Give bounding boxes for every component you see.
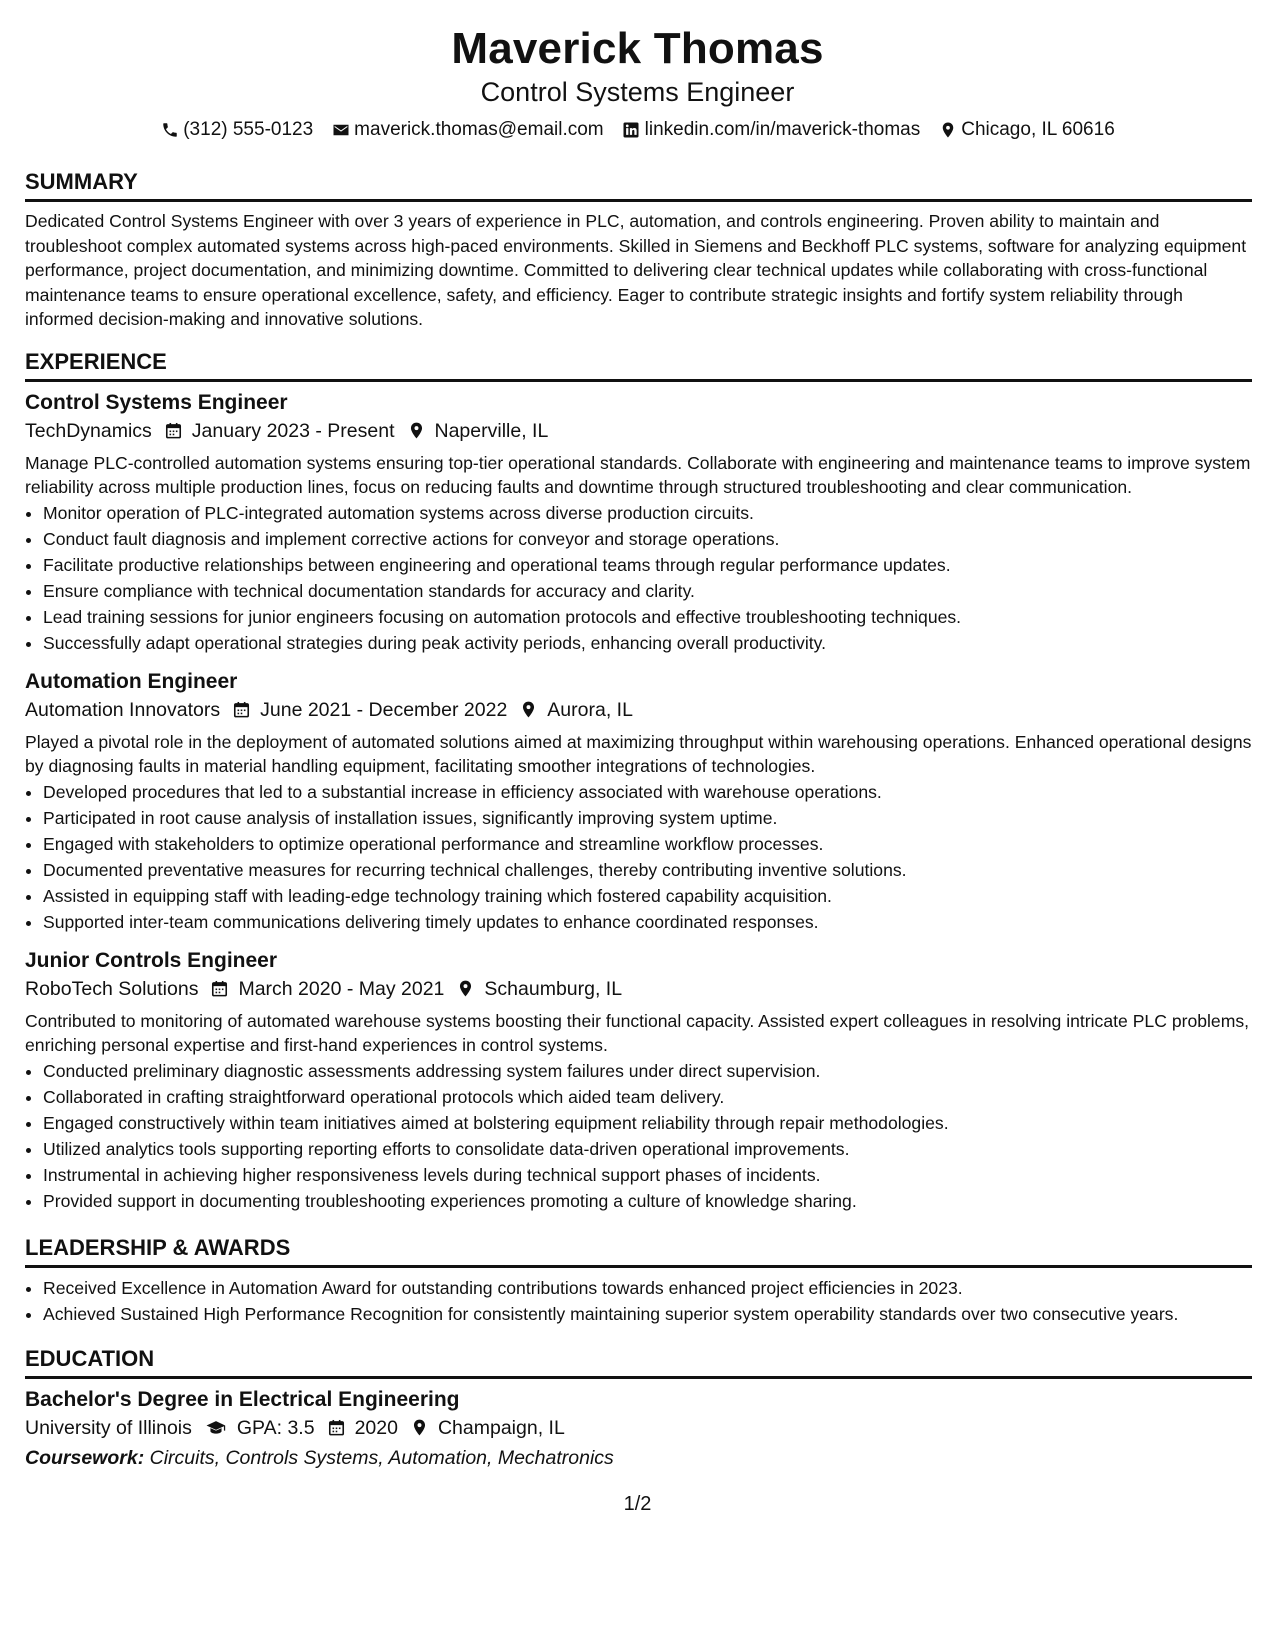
job-dates [164,417,395,445]
job-location-text: Schaumburg, IL [484,977,623,1000]
envelope-icon [331,121,350,140]
job-meta [25,417,1252,445]
school-name: University of Illinois [25,1416,192,1439]
job-bullets [25,500,1252,656]
section-divider [25,1265,1252,1268]
map-pin-icon [407,421,426,440]
list-item: • Monitor operation of PLC-integrated automation systems across diverse production circuits. [43,500,1252,526]
summary-section [25,160,1252,332]
list-item: • Engaged with stakeholders to optimize operational performance and streamline workflow processes. [43,831,1252,857]
job-dates-text: January 2023 - Present [191,419,395,442]
leadership-section [25,1226,1252,1327]
job-description: Manage PLC-controlled automation systems ensuring top-tier operational standards. Collaborate with engineering and maintenance teams to improve system reliability across multiple production lines, focus on reducing faults and downtime through structured troubleshooting and clear communication. [25,452,1251,497]
map-pin-icon [410,1418,429,1437]
job-entry [25,668,1252,935]
list-item: • Assisted in equipping staff with leading-edge technology training which fostered capability acquisition. [43,883,1252,909]
section-divider [25,1376,1252,1379]
job-dates [232,696,507,724]
job-location [519,696,633,724]
contact-linkedin[interactable] [622,118,921,142]
candidate-role: Control Systems Engineer [480,77,795,107]
list-item: • Facilitate productive relationships between engineering and operational teams through regular performance updates. [43,552,1252,578]
section-divider [25,199,1252,202]
contact-phone-text: (312) 555-0123 [183,119,314,140]
job-entry [25,389,1252,656]
list-item: • Successfully adapt operational strategies during peak activity periods, enhancing overall productivity. [43,630,1252,656]
list-item: • Developed procedures that led to a substantial increase in efficiency associated with warehouse operations. [43,779,1252,805]
list-item: • Achieved Sustained High Performance Recognition for consistently maintaining superior system operability standards over two consecutive years. [43,1301,1252,1327]
education-meta [25,1414,1252,1442]
phone-icon [160,121,179,140]
list-item: • Lead training sessions for junior engineers focusing on automation protocols and effective troubleshooting techniques. [43,604,1252,630]
section-title-summary: SUMMARY [25,169,138,194]
experience-section [25,340,1252,1214]
job-dates-text: March 2020 - May 2021 [238,977,445,1000]
resume-header [0,0,1275,142]
linkedin-icon [622,121,641,140]
list-item: • Engaged constructively within team initiatives aimed at bolstering equipment reliability through repair methodologies. [43,1110,1252,1136]
calendar-icon [210,979,229,998]
contact-linkedin-text[interactable]: linkedin.com/in/maverick-thomas [644,119,921,140]
section-divider [25,379,1252,382]
coursework-text: Circuits, Controls Systems, Automation, Mechatronics [149,1446,614,1469]
list-item: • Collaborated in crafting straightforward operational protocols which aided team delivery. [43,1084,1252,1110]
contact-location-text: Chicago, IL 60616 [961,119,1115,140]
coursework-line [25,1444,1252,1472]
job-meta [25,975,1252,1003]
list-item: • Utilized analytics tools supporting reporting efforts to consolidate data-driven operational improvements. [43,1136,1252,1162]
job-bullets [25,1058,1252,1214]
section-title-education: EDUCATION [25,1345,155,1371]
education-location-text: Champaign, IL [437,1416,565,1439]
job-location-text: Aurora, IL [547,698,633,721]
list-item: • Ensure compliance with technical documentation standards for accuracy and clarity. [43,578,1252,604]
education-gpa [204,1414,315,1442]
job-entry [25,947,1252,1214]
resume-content [25,160,1252,1472]
job-dates [210,975,444,1003]
list-item: • Instrumental in achieving higher responsiveness levels during technical support phases of incidents. [43,1162,1252,1188]
job-company: RoboTech Solutions [25,977,199,1000]
job-title: Automation Engineer [25,669,238,693]
map-pin-icon [456,979,475,998]
job-title: Control Systems Engineer [25,390,288,414]
job-title: Junior Controls Engineer [25,948,278,972]
education-year-text: 2020 [354,1416,398,1439]
job-location-text: Naperville, IL [434,419,549,442]
contact-location [938,118,1115,142]
education-location [410,1414,565,1442]
list-item: • Documented preventative measures for recurring technical challenges, thereby contributing inventive solutions. [43,857,1252,883]
job-description: Played a pivotal role in the deployment of automated solutions aimed at maximizing throughput within warehousing operations. Enhanced operational designs by diagnosing faults in material handling equipment, facilitating smoother integrations of technologies. [25,731,1252,776]
contact-phone [160,118,313,142]
summary-text: Dedicated Control Systems Engineer with over 3 years of experience in PLC, automation, and controls engineering. Proven ability to maintain and troubleshoot complex automated systems across high-paced environments. Skilled in Siemens and Beckhoff PLC systems, software for analyzing equipment performance, project documentation, and minimizing downtime. Committed to delivering clear technical updates while collaborating with cross-functional maintenance teams to ensure operational excellence, safety, and efficiency. Eager to contribute strategic insights and fortify system reliability through informed decision-making and innovative solutions. [25,211,1247,329]
education-gpa-text: GPA: 3.5 [236,1416,315,1439]
job-description: Contributed to monitoring of automated warehouse systems boosting their functional capacity. Assisted expert colleagues in resolving intricate PLC problems, enriching personal expertise and first-hand experiences in control systems. [25,1010,1250,1055]
leadership-bullets [25,1275,1252,1327]
contact-email-text[interactable]: maverick.thomas@email.com [354,119,604,140]
calendar-icon [164,421,183,440]
page-number: 1/2 [623,1493,652,1515]
section-title-experience: EXPERIENCE [25,348,167,374]
job-dates-text: June 2021 - December 2022 [260,698,508,721]
job-meta [25,696,1252,724]
job-bullets [25,779,1252,935]
contact-email[interactable] [331,118,603,142]
contact-line [0,118,1275,142]
calendar-icon [327,1418,346,1437]
job-company: TechDynamics [25,419,152,442]
map-pin-icon [519,700,538,719]
list-item: • Provided support in documenting troubleshooting experiences promoting a culture of knowledge sharing. [43,1188,1252,1214]
list-item: • Received Excellence in Automation Award for outstanding contributions towards enhanced project efficiencies in 2023. [43,1275,1252,1301]
map-pin-icon [938,121,957,140]
job-location [407,417,549,445]
graduation-cap-icon [204,1418,228,1437]
list-item: • Conducted preliminary diagnostic assessments addressing system failures under direct supervision. [43,1058,1252,1084]
list-item: • Supported inter-team communications delivering timely updates to enhance coordinated responses. [43,909,1252,935]
education-section [25,1337,1252,1472]
section-title-leadership: LEADERSHIP & AWARDS [25,1234,291,1260]
candidate-name: Maverick Thomas [451,24,824,73]
degree-title: Bachelor's Degree in Electrical Engineering [25,1387,460,1411]
list-item: • Conduct fault diagnosis and implement corrective actions for conveyor and storage operations. [43,526,1252,552]
job-location [456,975,622,1003]
education-year [327,1414,398,1442]
list-item: • Participated in root cause analysis of installation issues, significantly improving system uptime. [43,805,1252,831]
calendar-icon [232,700,251,719]
coursework-label: Coursework: [25,1446,145,1469]
job-company: Automation Innovators [25,698,221,721]
